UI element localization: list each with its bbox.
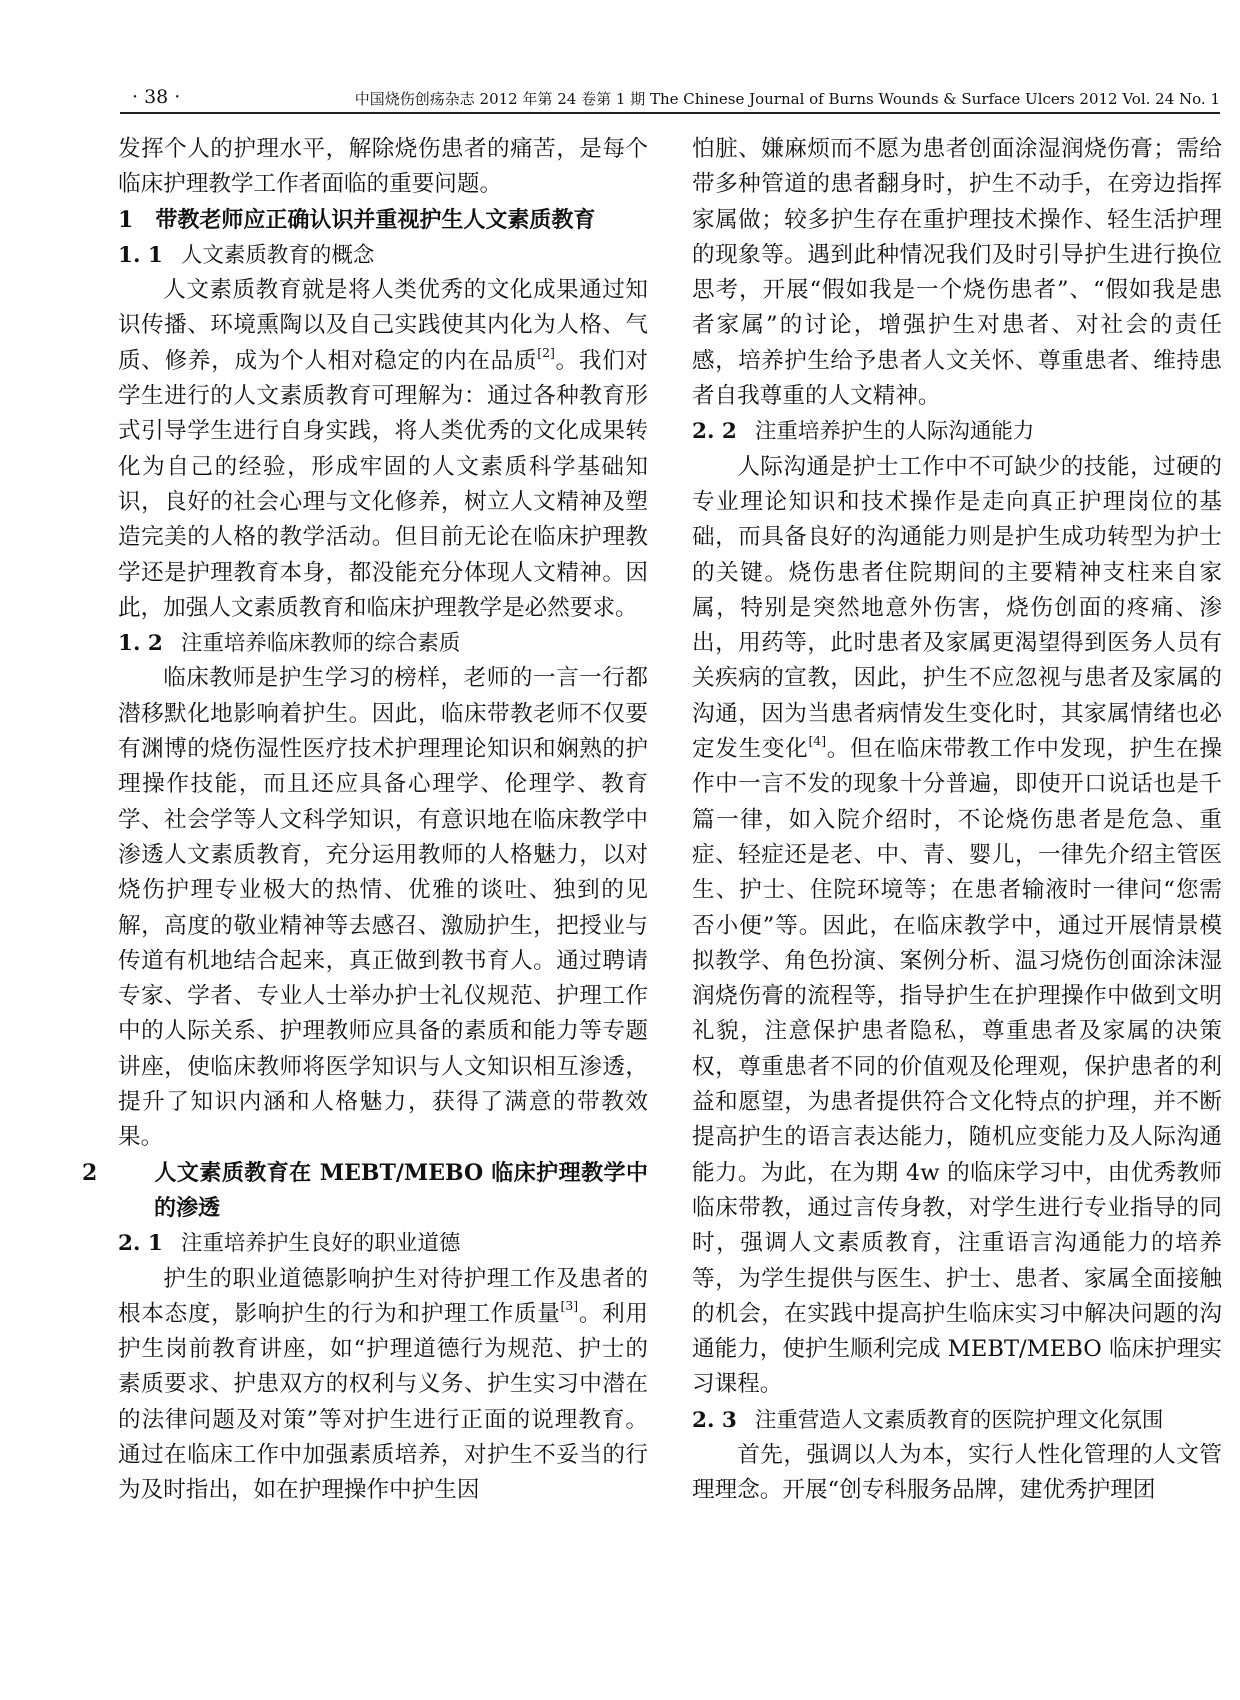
subsection-heading <box>692 414 1222 449</box>
subsection-heading <box>692 1403 1222 1438</box>
subsection-title: 注重培养护生良好的职业道德 <box>180 1231 461 1257</box>
paragraph-text: 。我们对学生进行的人文素质教育可理解为：通过各种教育形式引导学生进行自身实践，将人类优秀的文化成果转化为自己的经验，形成牢固的人文素质科学基础知识，良好的社会心理与文化修养，树立人文精神及塑造完美的人格的教学活动。但目前无论在临床护理教学还是护理教育本身，都没能充分体现人文精神。因此，加强人文素质教育和临床护理教学是必然要求。 <box>118 347 649 621</box>
section-number: 2 <box>82 1159 98 1186</box>
section-number: 1 <box>118 206 134 233</box>
paragraph <box>118 1262 648 1509</box>
section-heading <box>118 203 648 238</box>
subsection-heading <box>118 1226 648 1261</box>
page-number: · 38 · <box>132 86 181 108</box>
header-rule <box>120 112 1220 114</box>
paragraph: 发挥个人的护理水平，解除烧伤患者的痛苦，是每个临床护理教学工作者面临的重要问题。 <box>118 136 648 198</box>
paragraph-text: 人际沟通是护士工作中不可缺少的技能，过硬的专业理论知识和技术操作是走向真正护理岗位的基础，而具备良好的沟通能力则是护生成功转型为护士的关键。烧伤患者住院期间的主要精神支柱来自家属，特别是突然地意外伤害，烧伤创面的疼痛、渗出，用药等，此时患者及家属更渴望得到医务人员有关疾病的宣教，因此，护生不应忽视与患者及家属的沟通，因为当患者病情发生变化时，其家属情绪也必定发生变化 <box>692 453 1222 763</box>
journal-running-title: 中国烧伤创疡杂志 2012 年第 24 卷第 1 期 The Chinese Journal of Burns Wounds & Surface Ulcers 2012 Vol. 24 No. 1 <box>354 90 1220 108</box>
citation: [3] <box>560 1297 579 1313</box>
paragraph <box>692 450 1222 1403</box>
paragraph: 首先，强调以人为本，实行人性化管理的人文管理理念。开展“创专科服务品牌，建优秀护理团 <box>692 1441 1222 1504</box>
citation: [4] <box>808 732 827 748</box>
subsection-number: 2. 2 <box>692 419 737 445</box>
citation: [2] <box>537 344 555 360</box>
running-header <box>120 86 1220 112</box>
subsection-title: 注重营造人文素质教育的医院护理文化氛围 <box>754 1407 1164 1433</box>
paragraph: 怕脏、嫌麻烦而不愿为患者创面涂湿润烧伤膏；需给带多种管道的患者翻身时，护生不动手，在旁边指挥家属做；较多护生存在重护理技术操作、轻生活护理的现象等。遇到此种情况我们及时引导护生进行换位思考，开展“假如我是一个烧伤患者”、“假如我是患者家属”的讨论，增强护生对患者、对社会的责任感，培养护生给予患者人文关怀、尊重患者、维持患者自我尊重的人文精神。 <box>692 136 1222 410</box>
subsection-title: 人文素质教育的概念 <box>180 242 375 268</box>
subsection-number: 1. 2 <box>118 631 163 657</box>
subsection-heading <box>118 238 648 273</box>
section-title: 人文素质教育在 MEBT/MEBO 临床护理教学中的渗透 <box>154 1159 648 1221</box>
subsection-heading <box>118 626 648 661</box>
section-heading <box>82 1156 648 1227</box>
subsection-title: 注重培养护生的人际沟通能力 <box>754 419 1035 445</box>
paragraph: 临床教师是护生学习的榜样，老师的一言一行都潜移默化地影响着护生。因此，临床带教老师不仅要有渊博的烧伤湿性医疗技术护理理论知识和娴熟的护理操作技能，而且还应具备心理学、伦理学、教育学、社会学等人文科学知识，有意识地在临床教学中渗透人文素质教育，充分运用教师的人格魅力，以对烧伤护理专业极大的热情、优雅的谈吐、独到的见解，高度的敬业精神等去感召、激励护生，把授业与传道有机地结合起来，真正做到教书育人。通过聘请专家、学者、专业人士举办护士礼仪规范、护理工作中的人际关系、护理教师应具备的素质和能力等专题讲座，使临床教师将医学知识与人文知识相互渗透，提升了知识内涵和人格魅力，获得了满意的带教效果。 <box>118 665 648 1151</box>
paragraph <box>118 273 648 626</box>
paragraph-text: 。利用护生岗前教育讲座，如“护理道德行为规范、护士的素质要求、护患双方的权利与义务、护生实习中潜在的法律问题及对策”等对护生进行正面的说理教育。通过在临床工作中加强素质培养，对护生不妥当的行为及时指出，如在护理操作中护生因 <box>118 1300 649 1504</box>
subsection-number: 2. 3 <box>692 1407 737 1433</box>
paragraph-text: 护生的职业道德影响护生对待护理工作及患者的根本态度，影响护生的行为和护理工作质量 <box>118 1265 648 1327</box>
right-column <box>692 132 1222 1509</box>
section-title: 带教老师应正确认识并重视护生人文素质教育 <box>155 206 596 233</box>
subsection-number: 2. 1 <box>118 1231 163 1257</box>
left-column <box>82 132 649 1509</box>
subsection-title: 注重培养临床教师的综合素质 <box>180 631 461 657</box>
subsection-number: 1. 1 <box>118 242 163 268</box>
paragraph-text: 人文素质教育就是将人类优秀的文化成果通过知识传播、环境熏陶以及自己实践使其内化为人格、气质、修养，成为个人相对稳定的内在品质 <box>118 277 648 374</box>
paragraph-text: 。但在临床带教工作中发现，护生在操作中一言不发的现象十分普遍，即使开口说话也是千篇一律，如入院介绍时，不论烧伤患者是危急、重症、轻症还是老、中、青、婴儿，一律先介绍主管医生、护士、住院环境等；在患者输液时一律问“您需否小便”等。因此，在临床教学中，通过开展情景模拟教学、角色扮演、案例分析、温习烧伤创面涂沫湿润烧伤膏的流程等，指导护生在护理操作中做到文明礼貌，注意保护患者隐私，尊重患者及家属的决策权，尊重患者不同的价值观及伦理观，保护患者的利益和愿望，为患者提供符合文化特点的护理，并不断提高护生的语言表达能力，随机应变能力及人际沟通能力。为此，在为期 4w 的临床学习中，由优秀教师临床带教，通过言传身教，对学生进行专业指导的同时，强调人文素质教育，注重语言沟通能力的培养等，为学生提供与医生、护士、患者、家属全面接触的机会，在实践中提高护生临床实习中解决问题的沟通能力，使护生顺利完成 MEBT/MEBO 临床护理实习课程。 <box>692 736 1223 1398</box>
